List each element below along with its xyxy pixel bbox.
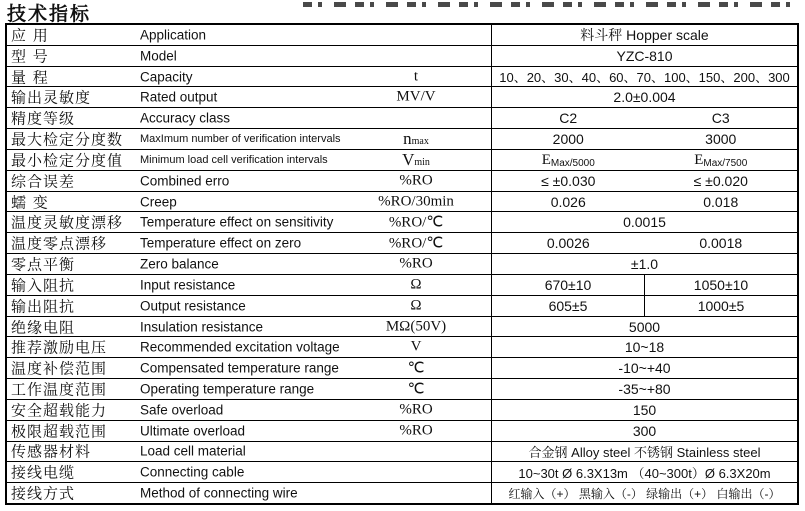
value-text: 10、20、30、40、60、70、100、150、200、300 xyxy=(499,70,790,86)
parameter-label-cn: 精度等级 xyxy=(11,109,76,128)
parameter-label-cn: 应 用 xyxy=(11,26,49,45)
value-cell xyxy=(491,254,797,274)
symbol-base: V xyxy=(402,149,415,169)
unit-label: %RO/30min xyxy=(378,193,454,210)
value-merged xyxy=(492,337,797,357)
unit-label: %RO/℃ xyxy=(388,214,444,231)
value-text: 10~30t Ø 6.3X13m （40~300t）Ø 6.3X20m xyxy=(518,465,771,481)
value-cell xyxy=(491,358,797,378)
parameter-label-cn: 综合误差 xyxy=(11,172,76,191)
value-text: ±1.0 xyxy=(630,256,659,273)
parameter-label-en: Compensated temperature range xyxy=(140,360,339,376)
value-c3 xyxy=(645,129,798,149)
parameter-label-cn: 温度灵敏度漂移 xyxy=(11,213,124,232)
symbol-subscript: Max/7500 xyxy=(703,157,748,169)
spec-row xyxy=(7,357,797,378)
value-text: 150 xyxy=(632,401,657,418)
value-c2 xyxy=(492,108,645,128)
parameter-label-en: Load cell material xyxy=(140,443,246,459)
value-cell xyxy=(491,233,797,253)
value-cell xyxy=(491,192,797,212)
value-c3 xyxy=(645,108,798,128)
spec-row xyxy=(7,191,797,212)
unit-label: %RO xyxy=(399,255,433,272)
value-merged xyxy=(492,67,797,87)
value-c2 xyxy=(492,296,644,316)
spec-row xyxy=(7,211,797,232)
parameter-label-en: Combined erro xyxy=(140,173,230,189)
value-cell xyxy=(491,442,797,462)
value-text: 1000±5 xyxy=(697,297,745,314)
unit-label: t xyxy=(413,68,419,85)
parameter-label-cn: 最小检定分度值 xyxy=(11,151,124,170)
spec-row xyxy=(7,86,797,107)
value-text xyxy=(694,151,747,169)
spec-row xyxy=(7,316,797,337)
value-text xyxy=(542,151,595,169)
symbol-subscript: Max/5000 xyxy=(550,157,595,169)
value-text: 0.0015 xyxy=(623,214,666,231)
parameter-label-cn: 最大检定分度数 xyxy=(11,130,124,149)
parameter-label-cn: 传感器材料 xyxy=(11,442,92,461)
value-text: 2000 xyxy=(552,131,584,148)
value-text: 670±10 xyxy=(544,276,592,293)
value-text: 0.026 xyxy=(550,193,586,210)
spec-row xyxy=(7,66,797,87)
value-text: 0.0018 xyxy=(699,235,743,252)
spec-row xyxy=(7,253,797,274)
value-text: -10~+40 xyxy=(618,360,671,377)
parameter-cell xyxy=(7,129,491,149)
value-text: 5000 xyxy=(628,318,661,335)
parameter-cell xyxy=(7,87,491,107)
parameter-label-cn: 极限超载范围 xyxy=(11,422,108,441)
parameter-label-cn: 绝缘电阻 xyxy=(11,318,76,336)
spec-row xyxy=(7,482,797,503)
value-cell xyxy=(491,129,797,149)
unit-label xyxy=(341,129,491,149)
unit-label: MΩ(50V) xyxy=(385,318,447,334)
value-cell xyxy=(491,108,797,128)
spec-row xyxy=(7,420,797,441)
parameter-cell xyxy=(7,442,491,462)
unit-label: %RO xyxy=(399,422,433,439)
value-c2 xyxy=(492,275,644,295)
parameter-label-en: Temperature effect on sensitivity xyxy=(140,214,334,230)
value-cell xyxy=(491,171,797,191)
unit-label: %RO xyxy=(399,401,433,418)
unit-label: Ω xyxy=(410,276,422,293)
value-cell xyxy=(491,67,797,87)
value-text: C3 xyxy=(711,110,730,127)
value-text: 2.0±0.004 xyxy=(613,89,676,106)
parameter-label-en: Accuracy class xyxy=(140,110,231,126)
value-merged xyxy=(492,317,797,337)
parameter-label-en: Recommended excitation voltage xyxy=(140,339,340,355)
parameter-label-en: Zero balance xyxy=(140,256,219,272)
value-text: 合金钢 Alloy steel 不锈钢 Stainless steel xyxy=(528,444,761,460)
value-text: C2 xyxy=(559,110,578,127)
parameter-label-cn: 安全超载能力 xyxy=(11,401,108,420)
value-text: 3000 xyxy=(705,131,737,148)
symbol-base: E xyxy=(541,151,551,168)
parameter-cell xyxy=(7,483,491,503)
value-cell xyxy=(491,400,797,420)
value-merged xyxy=(492,254,797,274)
spec-table xyxy=(5,23,799,505)
parameter-label-en: MaxImum number of verification intervals xyxy=(140,133,341,146)
value-merged xyxy=(492,46,797,66)
symbol-base: E xyxy=(694,151,704,168)
value-c2 xyxy=(492,233,645,253)
parameter-cell xyxy=(7,108,491,128)
value-c3 xyxy=(645,192,798,212)
parameter-label-en: Capacity xyxy=(140,69,193,85)
parameter-label-cn: 推荐激励电压 xyxy=(11,338,108,357)
value-text: 0.0026 xyxy=(546,235,590,252)
parameter-cell xyxy=(7,150,491,170)
parameter-label-en: Model xyxy=(140,48,177,64)
spec-row xyxy=(7,107,797,128)
value-merged xyxy=(492,212,797,232)
spec-row xyxy=(7,45,797,66)
value-merged xyxy=(492,483,797,503)
value-cell xyxy=(491,275,797,295)
symbol-subscript: max xyxy=(411,136,429,148)
parameter-label-cn: 零点平衡 xyxy=(11,255,76,274)
unit-label: %RO xyxy=(399,172,433,189)
unit-label: MV/V xyxy=(396,88,436,105)
unit-label: ℃ xyxy=(407,360,425,377)
parameter-label-en: Connecting cable xyxy=(140,464,245,480)
spec-row xyxy=(7,399,797,420)
parameter-label-en: Temperature effect on zero xyxy=(140,235,302,251)
parameter-cell xyxy=(7,317,491,337)
unit-label: Ω xyxy=(410,297,422,314)
spec-row xyxy=(7,149,797,170)
value-cell xyxy=(491,87,797,107)
value-cell xyxy=(491,317,797,337)
spec-row xyxy=(7,25,797,45)
spec-row xyxy=(7,128,797,149)
spec-row xyxy=(7,461,797,482)
parameter-cell xyxy=(7,233,491,253)
value-text: 300 xyxy=(632,422,657,439)
value-c2 xyxy=(492,192,645,212)
spec-row xyxy=(7,295,797,316)
value-cell xyxy=(491,296,797,316)
parameter-label-en: Output resistance xyxy=(140,298,246,314)
page-title: 技术指标 xyxy=(7,3,92,25)
value-c2 xyxy=(492,129,645,149)
parameter-label-cn: 接线电缆 xyxy=(11,463,76,482)
value-merged xyxy=(492,87,797,107)
parameter-cell xyxy=(7,275,491,295)
spec-row xyxy=(7,378,797,399)
value-text: YZC-810 xyxy=(616,47,673,64)
value-cell xyxy=(491,379,797,399)
value-cell xyxy=(491,150,797,170)
unit-label: V xyxy=(410,338,422,355)
parameter-label-en: Rated output xyxy=(140,89,218,105)
parameter-label-en: Operating temperature range xyxy=(140,381,315,397)
parameter-cell xyxy=(7,254,491,274)
parameter-cell xyxy=(7,421,491,441)
parameter-label-cn: 量 程 xyxy=(11,68,49,87)
value-c3 xyxy=(645,150,798,170)
value-cell xyxy=(491,337,797,357)
parameter-label-en: Input resistance xyxy=(140,277,236,293)
value-text: 0.018 xyxy=(703,193,739,210)
value-cell xyxy=(491,46,797,66)
value-c3 xyxy=(645,233,798,253)
parameter-cell xyxy=(7,46,491,66)
parameter-label-en: Application xyxy=(140,27,207,43)
parameter-label-cn: 输出灵敏度 xyxy=(11,88,92,107)
value-c3 xyxy=(644,296,797,316)
parameter-cell xyxy=(7,358,491,378)
value-c2 xyxy=(492,150,645,170)
parameter-label-cn: 蠕 变 xyxy=(11,193,49,212)
parameter-label-en: Creep xyxy=(140,194,177,210)
parameter-label-en: Minimum load cell verification intervals xyxy=(140,153,328,166)
value-text: 1050±10 xyxy=(693,276,749,293)
parameter-label-cn: 接线方式 xyxy=(11,484,76,503)
value-cell xyxy=(491,462,797,482)
value-merged xyxy=(492,379,797,399)
value-text: -35~+80 xyxy=(618,380,671,397)
parameter-cell xyxy=(7,25,491,45)
spec-row xyxy=(7,170,797,191)
spec-row xyxy=(7,336,797,357)
spec-row xyxy=(7,232,797,253)
value-cell xyxy=(491,483,797,503)
value-merged xyxy=(492,462,797,482)
parameter-label-cn: 工作温度范围 xyxy=(11,380,108,399)
parameter-label-cn: 温度补偿范围 xyxy=(11,359,108,378)
parameter-cell xyxy=(7,462,491,482)
parameter-cell xyxy=(7,212,491,232)
unit-label xyxy=(341,150,491,170)
value-cell xyxy=(491,421,797,441)
parameter-cell xyxy=(7,296,491,316)
value-cell xyxy=(491,25,797,45)
value-c2 xyxy=(492,171,645,191)
value-merged xyxy=(492,421,797,441)
value-merged xyxy=(492,358,797,378)
parameter-label-en: Safe overload xyxy=(140,402,224,418)
parameter-label-cn: 输入阻抗 xyxy=(11,276,76,295)
parameter-label-en: Ultimate overload xyxy=(140,423,246,439)
parameter-label-cn: 型 号 xyxy=(11,47,49,66)
cropped-heading-fragment xyxy=(303,2,792,7)
value-text: ≤ ±0.030 xyxy=(541,172,596,189)
parameter-cell xyxy=(7,192,491,212)
value-merged xyxy=(492,25,797,45)
value-c3 xyxy=(644,275,797,295)
unit-label: ℃ xyxy=(407,381,425,398)
parameter-label-en: Method of connecting wire xyxy=(140,485,298,501)
unit-label: %RO/℃ xyxy=(388,235,444,252)
parameter-cell xyxy=(7,337,491,357)
value-c3 xyxy=(645,171,798,191)
value-merged xyxy=(492,400,797,420)
spec-row xyxy=(7,274,797,295)
spec-row xyxy=(7,441,797,462)
parameter-cell xyxy=(7,171,491,191)
parameter-label-en: Insulation resistance xyxy=(140,319,264,334)
value-cell xyxy=(491,212,797,232)
parameter-cell xyxy=(7,400,491,420)
value-text: 红输入（+） 黑输入（-） 绿输出（+） 白输出（-） xyxy=(508,486,781,501)
symbol-base: n xyxy=(403,129,412,149)
parameter-label-cn: 温度零点漂移 xyxy=(11,234,108,253)
value-text: 料斗秤 Hopper scale xyxy=(580,26,709,43)
symbol-subscript: min xyxy=(414,156,430,168)
value-text: 10~18 xyxy=(624,339,665,356)
value-text: ≤ ±0.020 xyxy=(693,172,748,189)
parameter-cell xyxy=(7,379,491,399)
parameter-cell xyxy=(7,67,491,87)
parameter-label-cn: 输出阻抗 xyxy=(11,297,76,316)
value-merged xyxy=(492,442,797,462)
value-text: 605±5 xyxy=(548,297,588,314)
